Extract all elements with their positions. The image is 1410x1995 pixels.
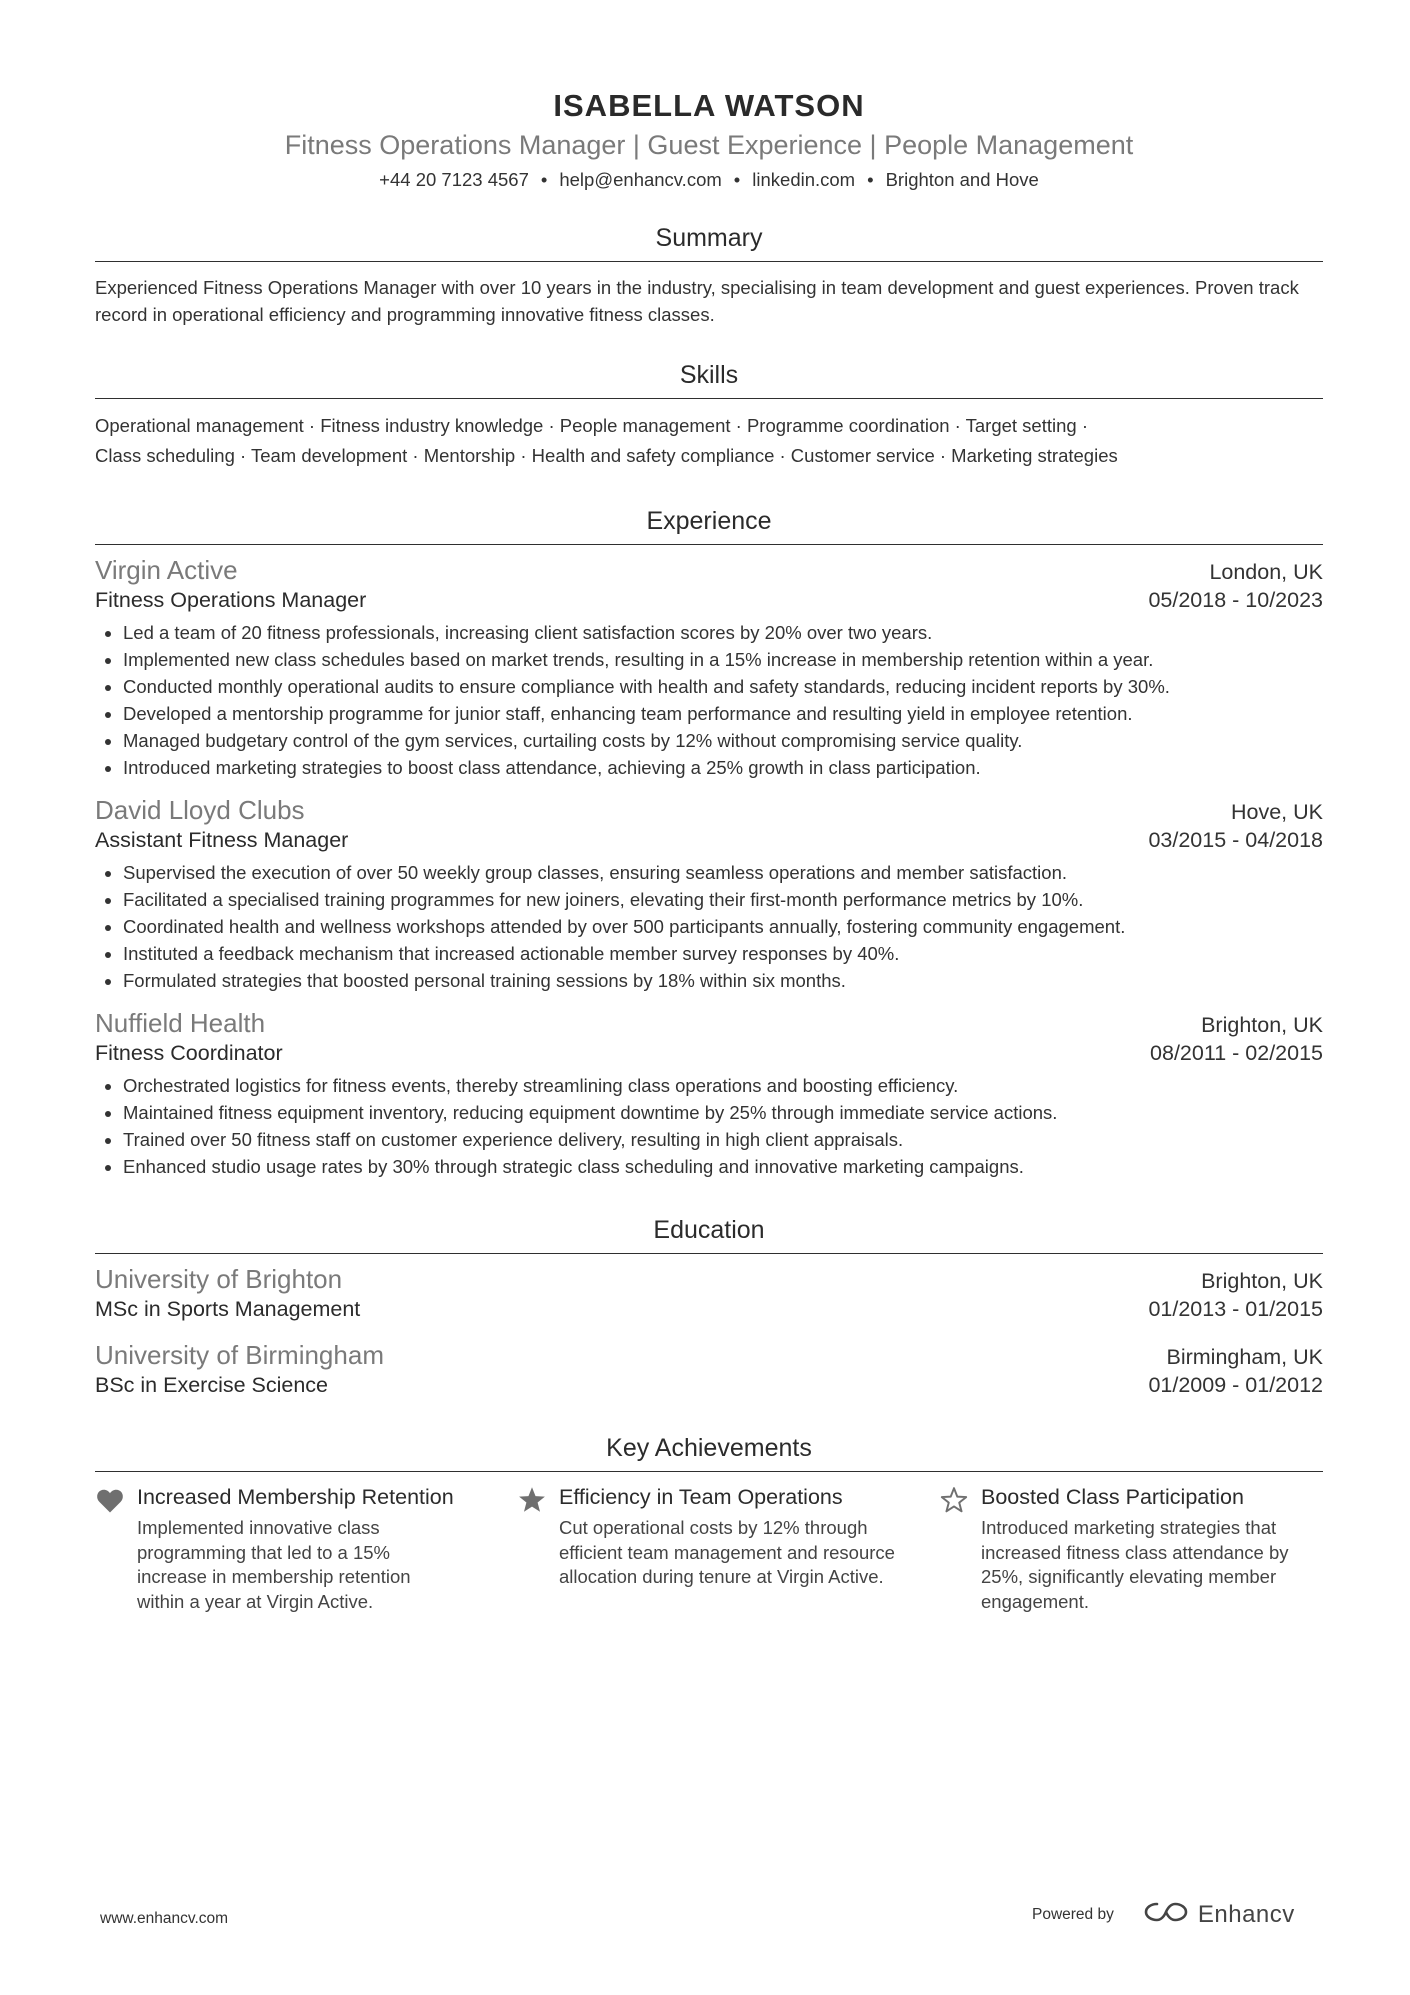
achievement-item	[939, 1484, 1323, 1614]
job-bullet: • Orchestrated logistics for fitness events, thereby streamlining class operations and boosting efficiency.	[123, 1072, 1323, 1099]
section-title-experience: Experience	[95, 507, 1323, 545]
skills-list	[95, 411, 1323, 471]
experience-section	[95, 507, 1323, 1180]
education-location: Brighton, UK	[1201, 1269, 1323, 1293]
job-location: Hove, UK	[1230, 800, 1323, 824]
achievement-description: Cut operational costs by 12% through efficient team management and resource allocation during tenure at Virgin Active.	[559, 1517, 895, 1587]
job-bullet: • Formulated strategies that boosted personal training sessions by 18% within six months.	[123, 967, 1323, 994]
job-bullet: • Maintained fitness equipment inventory, reducing equipment downtime by 25% through immediate service actions.	[123, 1099, 1323, 1126]
section-title-achievements: Key Achievements	[95, 1434, 1323, 1472]
candidate-name: ISABELLA WATSON	[553, 88, 865, 123]
job-bullet: • Managed budgetary control of the gym services, curtailing costs by 12% without compromising service quality.	[123, 727, 1323, 754]
heart-icon	[95, 1484, 137, 1614]
job-bullet: • Conducted monthly operational audits to ensure compliance with health and safety standards, reducing incident reports by 30%.	[123, 673, 1323, 700]
section-title-education: Education	[95, 1216, 1323, 1254]
achievement-title: Efficiency in Team Operations	[559, 1485, 843, 1509]
summary-text: Experienced Fitness Operations Manager with over 10 years in the industry, specialising in team development and guest experiences. Proven track record in operational efficiency and programming innovative fitness classes.	[95, 277, 1299, 325]
job-bullet: • Supervised the execution of over 50 weekly group classes, ensuring seamless operations and member satisfaction.	[123, 859, 1323, 886]
education-location: Birmingham, UK	[1166, 1345, 1323, 1369]
job-role: Fitness Operations Manager	[95, 588, 367, 612]
job-bullet: • Coordinated health and wellness workshops attended by over 500 participants annually, fostering community engagement.	[123, 913, 1323, 940]
star-outline-icon	[939, 1484, 981, 1614]
achievement-description: Implemented innovative class programming that led to a 15% increase in membership retention within a year at Virgin Active.	[137, 1517, 411, 1612]
job-location: London, UK	[1209, 560, 1323, 584]
star-filled-icon	[517, 1484, 559, 1614]
section-title-summary: Summary	[95, 224, 1323, 262]
contact-email[interactable]: help@enhancv.com	[559, 169, 722, 190]
job-role: Assistant Fitness Manager	[95, 828, 349, 852]
achievement-title: Increased Membership Retention	[137, 1485, 454, 1509]
job-company: Nuffield Health	[95, 1008, 266, 1038]
education-school: University of Birmingham	[95, 1340, 384, 1370]
achievement-description: Introduced marketing strategies that increased fitness class attendance by 25%, significantly elevating member engagement.	[981, 1517, 1289, 1612]
skills-line: Operational management · Fitness industry knowledge · People management · Programme coordination · Target setting ·	[95, 415, 1088, 436]
education-dates: 01/2013 - 01/2015	[1148, 1297, 1323, 1321]
education-degree: MSc in Sports Management	[95, 1297, 361, 1321]
section-title-skills: Skills	[95, 361, 1323, 399]
footer-website[interactable]: www.enhancv.com	[100, 1910, 229, 1927]
achievement-item	[517, 1484, 939, 1614]
education-school: University of Brighton	[95, 1264, 343, 1294]
job-dates: 05/2018 - 10/2023	[1148, 588, 1323, 612]
job-entry	[95, 555, 1323, 781]
job-bullet: • Trained over 50 fitness staff on customer experience delivery, resulting in high client appraisals.	[123, 1126, 1323, 1153]
skills-section	[95, 361, 1323, 471]
skills-line: Class scheduling · Team development · Mentorship · Health and safety compliance · Customer service · Marketing strategies	[95, 445, 1118, 466]
job-bullet: • Developed a mentorship programme for junior staff, enhancing team performance and resulting yield in employee retention.	[123, 700, 1323, 727]
contact-linkedin[interactable]: linkedin.com	[752, 169, 856, 190]
education-dates: 01/2009 - 01/2012	[1148, 1373, 1323, 1397]
job-bullets	[95, 859, 1323, 994]
education-entry	[95, 1340, 1323, 1398]
job-bullets	[95, 1072, 1323, 1180]
achievements-section	[95, 1434, 1323, 1614]
achievement-item	[95, 1484, 517, 1614]
job-entry	[95, 795, 1323, 994]
job-bullet: • Facilitated a specialised training programmes for new joiners, elevating their first-month performance metrics by 10%.	[123, 886, 1323, 913]
powered-by-label: Powered by	[1032, 1905, 1114, 1923]
achievement-title: Boosted Class Participation	[981, 1485, 1244, 1509]
education-section	[95, 1216, 1323, 1398]
enhancv-logo-icon	[1142, 1900, 1190, 1929]
education-degree: BSc in Exercise Science	[95, 1373, 329, 1397]
resume-page	[95, 0, 1323, 1614]
contact-phone: +44 20 7123 4567	[379, 169, 529, 190]
job-bullet: • Instituted a feedback mechanism that increased actionable member survey responses by 40%.	[123, 940, 1323, 967]
footer-branding	[1032, 1900, 1295, 1929]
job-bullets	[95, 619, 1323, 781]
contact-line: +44 20 7123 4567 • help@enhancv.com • linkedin.com • Brighton and Hove	[379, 169, 1039, 190]
job-dates: 03/2015 - 04/2018	[1148, 828, 1323, 852]
enhancv-brand[interactable]: Enhancv	[1197, 1900, 1295, 1928]
job-location: Brighton, UK	[1201, 1013, 1323, 1037]
job-bullet: • Implemented new class schedules based on market trends, resulting in a 15% increase in membership retention within a year.	[123, 646, 1323, 673]
education-entry	[95, 1264, 1323, 1322]
job-bullet: • Led a team of 20 fitness professionals, increasing client satisfaction scores by 20% over two years.	[123, 619, 1323, 646]
achievements-row	[95, 1484, 1323, 1614]
job-company: David Lloyd Clubs	[95, 795, 305, 825]
job-bullet: • Enhanced studio usage rates by 30% through strategic class scheduling and innovative marketing campaigns.	[123, 1153, 1323, 1180]
job-bullet: • Introduced marketing strategies to boost class attendance, achieving a 25% growth in class participation.	[123, 754, 1323, 781]
summary-section	[95, 224, 1323, 328]
contact-location: Brighton and Hove	[885, 169, 1039, 190]
job-company: Virgin Active	[95, 555, 238, 585]
job-entry	[95, 1008, 1323, 1180]
job-role: Fitness Coordinator	[95, 1041, 283, 1065]
candidate-headline: Fitness Operations Manager | Guest Experience | People Management	[284, 130, 1134, 160]
job-dates: 08/2011 - 02/2015	[1150, 1041, 1323, 1065]
